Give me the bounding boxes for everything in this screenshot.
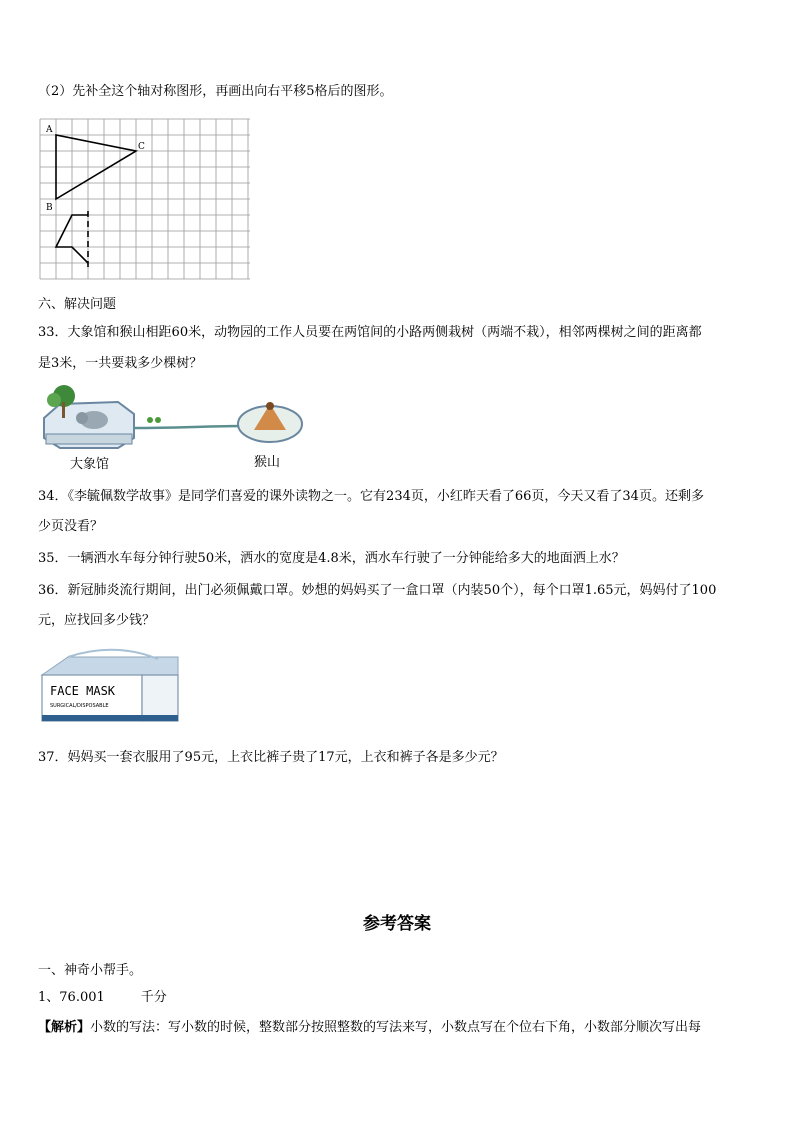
q34-line2: 少页没看？ [38,519,104,534]
q2-subtask: （2）先补全这个轴对称图形，再画出向右平移5格后的图形。 [38,84,393,99]
q34-line1: 34．《李毓佩数学故事》是同学们喜爱的课外读物之一。它有234页，小红昨天看了66页，今天又看了34页。还剩多 [38,489,704,504]
answer-title: 参考答案 [363,914,431,934]
mask-sub: SURGICAL/DISPOSABLE [50,703,109,709]
label-b: B [46,203,53,213]
mask-box-front [42,675,142,721]
label-a: A [46,125,53,135]
mask-text: FACE MASK [50,684,116,698]
elephant-label: 大象馆 [70,457,110,472]
zoo-svg [38,384,308,474]
section-6-title: 六、解决问题 [38,297,117,312]
grid-svg [38,117,252,283]
q37-line: 37．妈妈买一套衣服用了95元，上衣比裤子贵了17元，上衣和裤子各是多少元？ [38,750,504,765]
answer-section1: 一、神奇小帮手。 [38,963,143,978]
mask-svg [38,645,183,735]
grid-figure [38,117,252,283]
q33-line1: 33．大象馆和猴山相距60米，动物园的工作人员要在两馆间的小路两侧栽树（两端不栽），相邻两棵树之间的距离都 [38,325,702,340]
analysis-text: 小数的写法：写小数的时候，整数部分按照整数的写法来写，小数点写在个位右下角，小数部分顺次写出每 [90,1020,702,1035]
q36-line1: 36．新冠肺炎流行期间，出门必须佩戴口罩。妙想的妈妈买了一盒口罩（内装50个），每个口罩1.65元，妈妈付了100 [38,583,717,598]
answer1-num: 1、76.001 [38,990,105,1005]
answer1-row [38,989,758,1007]
q35-line: 35．一辆洒水车每分钟行驶50米，洒水的宽度是4.8米，洒水车行驶了一分钟能给多大的地面洒上水？ [38,551,625,566]
mask-box-illustration [38,645,183,735]
path-road [134,426,248,428]
analysis-row [38,1019,758,1037]
answer1-unit: 千分 [140,990,167,1005]
label-c: C [138,142,145,152]
analysis-tag: 【解析】 [38,1020,91,1035]
q36-line2: 元，应找回多少钱？ [38,613,156,628]
monkey-label: 猴山 [254,455,281,470]
mask-box-side [142,675,178,721]
zoo-illustration [38,384,308,474]
q33-line2: 是3米，一共要栽多少棵树？ [38,356,203,371]
